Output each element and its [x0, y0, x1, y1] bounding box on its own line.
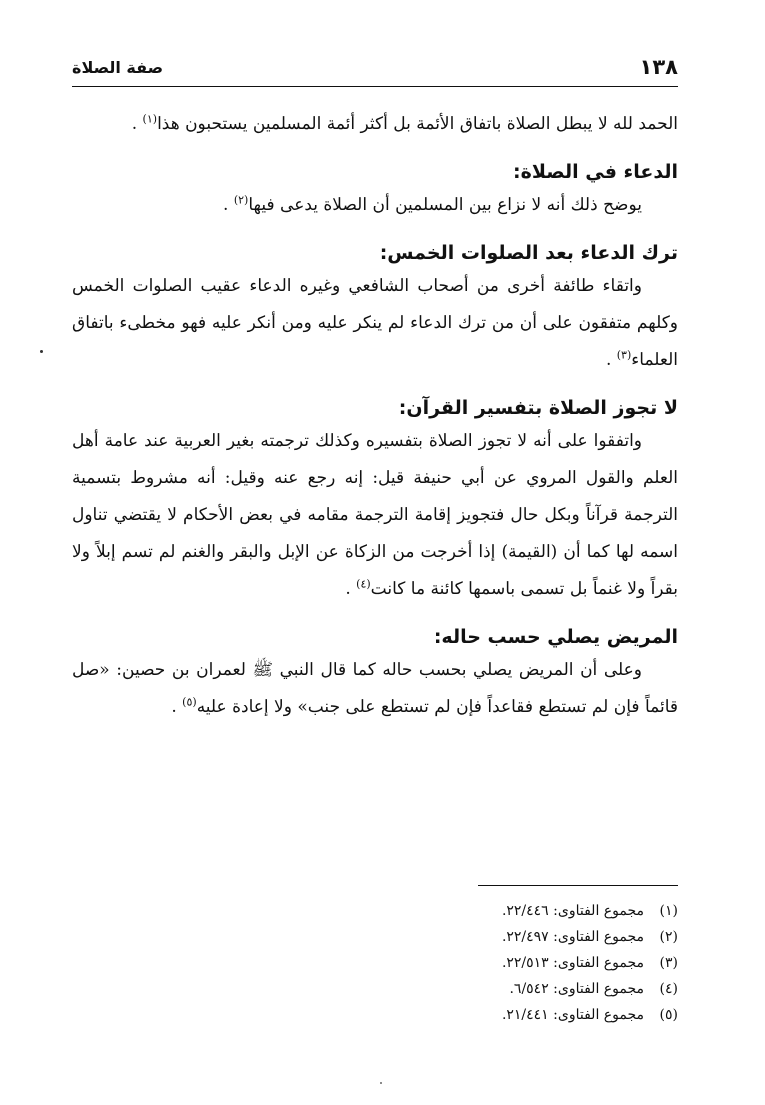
footnote-text: مجموع الفتاوى: ٢٢/٥١٣. [501, 955, 644, 971]
footnote-item [72, 924, 678, 950]
heading-sick-prayer: المريض يصلي حسب حاله: [433, 626, 678, 648]
footnote-text: مجموع الفتاوى: ٢٢/٤٤٦. [501, 903, 644, 919]
intro-paragraph: الحمد لله لا يبطل الصلاة باتفاق الأئمة بل أكثر أئمة المسلمين يستحبون هذا$^{(١)}$ . [131, 112, 678, 134]
paragraph-tafsir-prayer: واتفقوا على أنه لا تجوز الصلاة بتفسيره وكذلك ترجمته بغير العربية عند عامة أهل العلم والقول المروي عن أبي حنيفة قيل: إنه رجع عنه وقيل: أنه مشروط بتسمية الترجمة قرآناً وبكل حال فتجويز إقامة الترجمة مقامه في بعض الأحكام لا يقتضي تناول اسمه لها كما أن (القيمة) إذا أخرجت من الزكاة عن الإبل والبقر والغنم لم تسم إبلاً ولا بقراً ولا غنماً بل تسمى باسمها كائنة ما كانت$^{(٤)}$ . [72, 431, 678, 599]
footnote-ref-1[interactable]: (١) [142, 112, 158, 126]
footnote-text: مجموع الفتاوى: ٢٢/٤٩٧. [501, 929, 644, 945]
footnote-item [72, 1002, 678, 1028]
footnote-item [72, 950, 678, 976]
footnote-ref-5[interactable]: (٥) [182, 695, 197, 709]
heading-leaving-dua: ترك الدعاء بعد الصلوات الخمس: [379, 242, 678, 264]
footnote-rule [478, 885, 678, 886]
paragraph-leaving-dua: واتقاء طائفة أخرى من أصحاب الشافعي وغيره الدعاء عقيب الصلوات الخمس وكلهم متفقون على أن من ترك الدعاء لم ينكر عليه ومن أنكر عليه فهو مخطىء باتفاق العلماء$^{(٣)}$ . [72, 276, 678, 370]
footnote-ref-3[interactable]: (٣) [616, 348, 632, 362]
footnote-number: (١) [659, 903, 678, 919]
footnote-number: (٣) [659, 955, 678, 971]
footnotes-list [72, 898, 678, 1028]
paragraph-dua-in-prayer: يوضح ذلك أنه لا نزاع بين المسلمين أن الصلاة يدعى فيها$^{(٢)}$ . [223, 193, 642, 215]
footnote-number: (٢) [659, 929, 678, 945]
heading-tafsir-prayer: لا تجوز الصلاة بتفسير القرآن: [398, 397, 678, 419]
page-content [72, 106, 678, 726]
heading-dua-in-prayer: الدعاء في الصلاة: [513, 161, 678, 183]
page-number: ١٣٨ [639, 55, 678, 79]
footnote-text: مجموع الفتاوى: ٦/٥٤٢. [509, 981, 644, 997]
footnote-item [72, 898, 678, 924]
book-page [72, 0, 678, 1105]
scan-mark [40, 350, 43, 353]
footnote-text: مجموع الفتاوى: ٢١/٤٤١. [501, 1007, 644, 1023]
scan-dot [380, 1082, 382, 1084]
footnote-item [72, 976, 678, 1002]
paragraph-sick-prayer: وعلى أن المريض يصلي بحسب حاله كما قال النبي ﷺ لعمران بن حصين: «صل قائماً فإن لم تستطع فقاعداً فإن لم تستطع على جنب» ولا إعادة عليه$^{(٥)}$ . [72, 660, 678, 717]
page-header [72, 52, 678, 82]
footnote-ref-4[interactable]: (٤) [356, 577, 371, 591]
footnote-number: (٥) [659, 1007, 678, 1023]
footnote-number: (٤) [659, 981, 678, 997]
header-rule [72, 86, 678, 87]
footnote-ref-2[interactable]: (٢) [233, 193, 249, 207]
running-title: صفة الصلاة [72, 57, 164, 77]
